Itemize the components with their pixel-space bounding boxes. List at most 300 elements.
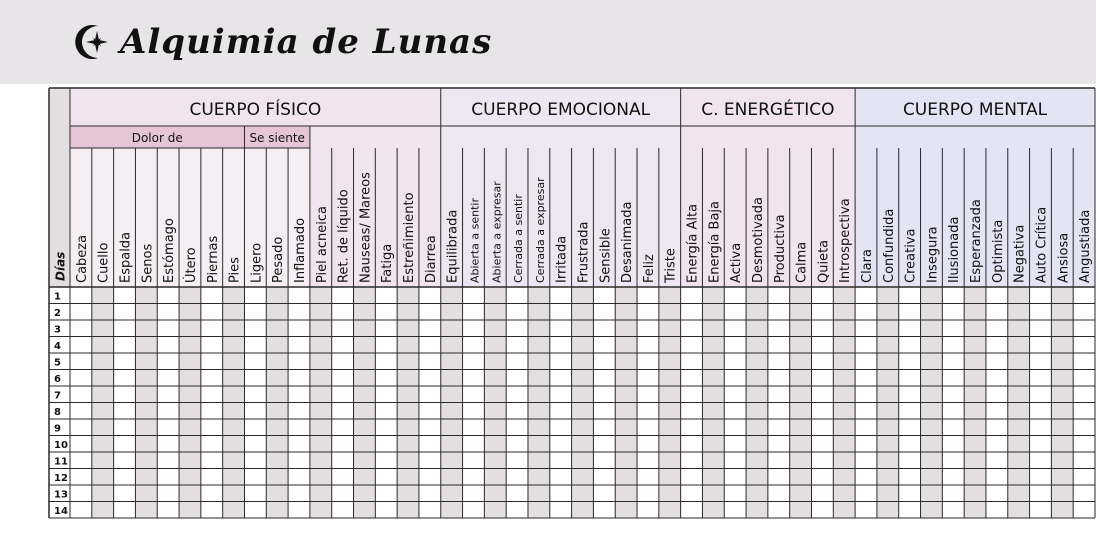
tracker-cell[interactable]	[724, 304, 746, 321]
tracker-cell[interactable]	[572, 403, 594, 420]
tracker-cell[interactable]	[746, 386, 768, 403]
tracker-cell[interactable]	[899, 287, 921, 304]
tracker-cell[interactable]	[244, 469, 266, 486]
tracker-cell[interactable]	[114, 386, 136, 403]
tracker-cell[interactable]	[375, 403, 397, 420]
tracker-cell[interactable]	[833, 452, 855, 469]
tracker-cell[interactable]	[768, 337, 790, 354]
tracker-cell[interactable]	[964, 469, 986, 486]
tracker-cell[interactable]	[702, 370, 724, 387]
tracker-cell[interactable]	[768, 502, 790, 519]
tracker-cell[interactable]	[942, 287, 964, 304]
tracker-cell[interactable]	[593, 403, 615, 420]
tracker-cell[interactable]	[790, 403, 812, 420]
tracker-cell[interactable]	[463, 337, 485, 354]
tracker-cell[interactable]	[354, 436, 376, 453]
tracker-cell[interactable]	[70, 436, 92, 453]
tracker-cell[interactable]	[855, 485, 877, 502]
tracker-cell[interactable]	[463, 320, 485, 337]
tracker-cell[interactable]	[681, 304, 703, 321]
tracker-cell[interactable]	[811, 452, 833, 469]
tracker-cell[interactable]	[506, 452, 528, 469]
tracker-cell[interactable]	[724, 403, 746, 420]
tracker-cell[interactable]	[593, 386, 615, 403]
tracker-cell[interactable]	[811, 403, 833, 420]
tracker-cell[interactable]	[375, 353, 397, 370]
tracker-cell[interactable]	[223, 403, 245, 420]
tracker-cell[interactable]	[637, 320, 659, 337]
tracker-cell[interactable]	[223, 436, 245, 453]
tracker-cell[interactable]	[855, 353, 877, 370]
tracker-cell[interactable]	[572, 485, 594, 502]
tracker-cell[interactable]	[899, 386, 921, 403]
tracker-cell[interactable]	[637, 436, 659, 453]
tracker-cell[interactable]	[332, 386, 354, 403]
tracker-cell[interactable]	[157, 386, 179, 403]
tracker-cell[interactable]	[70, 320, 92, 337]
tracker-cell[interactable]	[92, 386, 114, 403]
tracker-cell[interactable]	[375, 469, 397, 486]
tracker-cell[interactable]	[244, 452, 266, 469]
tracker-cell[interactable]	[659, 320, 681, 337]
tracker-cell[interactable]	[397, 419, 419, 436]
tracker-cell[interactable]	[266, 452, 288, 469]
tracker-cell[interactable]	[70, 287, 92, 304]
tracker-cell[interactable]	[419, 469, 441, 486]
tracker-cell[interactable]	[114, 304, 136, 321]
tracker-cell[interactable]	[768, 353, 790, 370]
tracker-cell[interactable]	[179, 320, 201, 337]
tracker-cell[interactable]	[637, 287, 659, 304]
tracker-cell[interactable]	[135, 287, 157, 304]
tracker-cell[interactable]	[681, 287, 703, 304]
tracker-cell[interactable]	[550, 452, 572, 469]
tracker-cell[interactable]	[1008, 304, 1030, 321]
tracker-cell[interactable]	[288, 452, 310, 469]
tracker-cell[interactable]	[419, 304, 441, 321]
tracker-cell[interactable]	[746, 502, 768, 519]
tracker-cell[interactable]	[724, 287, 746, 304]
tracker-cell[interactable]	[746, 419, 768, 436]
tracker-cell[interactable]	[528, 403, 550, 420]
tracker-cell[interactable]	[201, 452, 223, 469]
tracker-cell[interactable]	[1030, 320, 1052, 337]
tracker-cell[interactable]	[877, 469, 899, 486]
tracker-cell[interactable]	[702, 386, 724, 403]
tracker-cell[interactable]	[724, 502, 746, 519]
tracker-cell[interactable]	[877, 436, 899, 453]
tracker-cell[interactable]	[92, 452, 114, 469]
tracker-cell[interactable]	[244, 287, 266, 304]
tracker-cell[interactable]	[681, 469, 703, 486]
tracker-cell[interactable]	[419, 337, 441, 354]
tracker-cell[interactable]	[332, 502, 354, 519]
tracker-cell[interactable]	[1008, 452, 1030, 469]
tracker-cell[interactable]	[375, 436, 397, 453]
tracker-cell[interactable]	[1051, 469, 1073, 486]
tracker-cell[interactable]	[899, 452, 921, 469]
tracker-cell[interactable]	[375, 502, 397, 519]
tracker-cell[interactable]	[419, 403, 441, 420]
tracker-cell[interactable]	[1030, 452, 1052, 469]
tracker-cell[interactable]	[964, 386, 986, 403]
tracker-cell[interactable]	[659, 452, 681, 469]
tracker-cell[interactable]	[572, 502, 594, 519]
tracker-cell[interactable]	[572, 287, 594, 304]
tracker-cell[interactable]	[724, 353, 746, 370]
tracker-cell[interactable]	[1008, 287, 1030, 304]
tracker-cell[interactable]	[506, 419, 528, 436]
tracker-cell[interactable]	[266, 320, 288, 337]
tracker-cell[interactable]	[681, 502, 703, 519]
tracker-cell[interactable]	[310, 502, 332, 519]
tracker-cell[interactable]	[790, 502, 812, 519]
tracker-cell[interactable]	[441, 370, 463, 387]
tracker-cell[interactable]	[463, 403, 485, 420]
tracker-cell[interactable]	[964, 502, 986, 519]
tracker-cell[interactable]	[811, 304, 833, 321]
tracker-cell[interactable]	[135, 436, 157, 453]
tracker-cell[interactable]	[266, 502, 288, 519]
tracker-cell[interactable]	[790, 452, 812, 469]
tracker-cell[interactable]	[484, 386, 506, 403]
tracker-cell[interactable]	[790, 436, 812, 453]
tracker-cell[interactable]	[986, 370, 1008, 387]
tracker-cell[interactable]	[746, 353, 768, 370]
tracker-cell[interactable]	[1008, 485, 1030, 502]
tracker-cell[interactable]	[986, 287, 1008, 304]
tracker-cell[interactable]	[484, 353, 506, 370]
tracker-cell[interactable]	[790, 287, 812, 304]
tracker-cell[interactable]	[484, 337, 506, 354]
tracker-cell[interactable]	[768, 304, 790, 321]
tracker-cell[interactable]	[746, 436, 768, 453]
tracker-cell[interactable]	[375, 452, 397, 469]
tracker-cell[interactable]	[288, 304, 310, 321]
tracker-cell[interactable]	[397, 403, 419, 420]
tracker-cell[interactable]	[92, 469, 114, 486]
tracker-cell[interactable]	[899, 353, 921, 370]
tracker-cell[interactable]	[615, 386, 637, 403]
tracker-cell[interactable]	[397, 320, 419, 337]
tracker-cell[interactable]	[92, 287, 114, 304]
tracker-cell[interactable]	[550, 337, 572, 354]
tracker-cell[interactable]	[484, 370, 506, 387]
tracker-cell[interactable]	[1051, 320, 1073, 337]
tracker-cell[interactable]	[877, 485, 899, 502]
tracker-cell[interactable]	[354, 353, 376, 370]
tracker-cell[interactable]	[768, 403, 790, 420]
tracker-cell[interactable]	[986, 386, 1008, 403]
tracker-cell[interactable]	[659, 337, 681, 354]
tracker-cell[interactable]	[921, 386, 943, 403]
tracker-cell[interactable]	[572, 337, 594, 354]
tracker-cell[interactable]	[506, 485, 528, 502]
tracker-cell[interactable]	[506, 337, 528, 354]
tracker-cell[interactable]	[746, 304, 768, 321]
tracker-cell[interactable]	[1008, 353, 1030, 370]
tracker-cell[interactable]	[528, 419, 550, 436]
tracker-cell[interactable]	[157, 304, 179, 321]
tracker-cell[interactable]	[310, 386, 332, 403]
tracker-cell[interactable]	[114, 403, 136, 420]
tracker-cell[interactable]	[790, 419, 812, 436]
tracker-cell[interactable]	[506, 502, 528, 519]
tracker-cell[interactable]	[506, 403, 528, 420]
tracker-cell[interactable]	[92, 436, 114, 453]
tracker-cell[interactable]	[354, 287, 376, 304]
tracker-cell[interactable]	[1008, 337, 1030, 354]
tracker-cell[interactable]	[463, 502, 485, 519]
tracker-cell[interactable]	[615, 403, 637, 420]
tracker-cell[interactable]	[572, 469, 594, 486]
tracker-cell[interactable]	[288, 403, 310, 420]
tracker-cell[interactable]	[833, 485, 855, 502]
tracker-cell[interactable]	[550, 370, 572, 387]
tracker-cell[interactable]	[310, 337, 332, 354]
tracker-cell[interactable]	[702, 353, 724, 370]
tracker-cell[interactable]	[768, 469, 790, 486]
tracker-cell[interactable]	[506, 386, 528, 403]
tracker-cell[interactable]	[724, 337, 746, 354]
tracker-cell[interactable]	[877, 502, 899, 519]
tracker-cell[interactable]	[833, 304, 855, 321]
tracker-cell[interactable]	[921, 502, 943, 519]
tracker-cell[interactable]	[484, 452, 506, 469]
tracker-cell[interactable]	[441, 287, 463, 304]
tracker-cell[interactable]	[572, 436, 594, 453]
tracker-cell[interactable]	[354, 452, 376, 469]
tracker-cell[interactable]	[593, 436, 615, 453]
tracker-cell[interactable]	[70, 337, 92, 354]
tracker-cell[interactable]	[114, 337, 136, 354]
tracker-cell[interactable]	[484, 419, 506, 436]
tracker-cell[interactable]	[899, 304, 921, 321]
tracker-cell[interactable]	[528, 436, 550, 453]
tracker-cell[interactable]	[179, 502, 201, 519]
tracker-cell[interactable]	[1008, 403, 1030, 420]
tracker-cell[interactable]	[135, 452, 157, 469]
tracker-cell[interactable]	[811, 320, 833, 337]
tracker-cell[interactable]	[419, 452, 441, 469]
tracker-cell[interactable]	[201, 469, 223, 486]
tracker-cell[interactable]	[921, 353, 943, 370]
tracker-cell[interactable]	[506, 469, 528, 486]
tracker-cell[interactable]	[615, 469, 637, 486]
tracker-cell[interactable]	[964, 403, 986, 420]
tracker-cell[interactable]	[593, 502, 615, 519]
tracker-cell[interactable]	[463, 436, 485, 453]
tracker-cell[interactable]	[790, 485, 812, 502]
tracker-cell[interactable]	[1051, 287, 1073, 304]
tracker-cell[interactable]	[397, 337, 419, 354]
tracker-cell[interactable]	[201, 320, 223, 337]
tracker-cell[interactable]	[811, 469, 833, 486]
tracker-cell[interactable]	[157, 436, 179, 453]
tracker-cell[interactable]	[681, 419, 703, 436]
tracker-cell[interactable]	[1008, 436, 1030, 453]
tracker-cell[interactable]	[135, 370, 157, 387]
tracker-cell[interactable]	[135, 502, 157, 519]
tracker-cell[interactable]	[332, 370, 354, 387]
tracker-cell[interactable]	[702, 403, 724, 420]
tracker-cell[interactable]	[463, 469, 485, 486]
tracker-cell[interactable]	[397, 452, 419, 469]
tracker-cell[interactable]	[266, 485, 288, 502]
tracker-cell[interactable]	[724, 419, 746, 436]
tracker-cell[interactable]	[637, 337, 659, 354]
tracker-cell[interactable]	[811, 502, 833, 519]
tracker-cell[interactable]	[877, 304, 899, 321]
tracker-cell[interactable]	[899, 419, 921, 436]
tracker-cell[interactable]	[681, 370, 703, 387]
tracker-cell[interactable]	[877, 386, 899, 403]
tracker-cell[interactable]	[397, 370, 419, 387]
tracker-cell[interactable]	[637, 469, 659, 486]
tracker-cell[interactable]	[942, 353, 964, 370]
tracker-cell[interactable]	[484, 436, 506, 453]
tracker-cell[interactable]	[463, 304, 485, 321]
tracker-cell[interactable]	[811, 353, 833, 370]
tracker-cell[interactable]	[70, 452, 92, 469]
tracker-cell[interactable]	[419, 502, 441, 519]
tracker-cell[interactable]	[899, 485, 921, 502]
tracker-cell[interactable]	[70, 403, 92, 420]
tracker-cell[interactable]	[899, 337, 921, 354]
tracker-cell[interactable]	[397, 502, 419, 519]
tracker-cell[interactable]	[637, 502, 659, 519]
tracker-cell[interactable]	[790, 469, 812, 486]
tracker-cell[interactable]	[484, 469, 506, 486]
tracker-cell[interactable]	[157, 403, 179, 420]
tracker-cell[interactable]	[1008, 320, 1030, 337]
tracker-cell[interactable]	[266, 403, 288, 420]
tracker-cell[interactable]	[223, 386, 245, 403]
tracker-cell[interactable]	[942, 469, 964, 486]
tracker-cell[interactable]	[1051, 502, 1073, 519]
tracker-cell[interactable]	[332, 403, 354, 420]
tracker-cell[interactable]	[201, 485, 223, 502]
tracker-cell[interactable]	[92, 320, 114, 337]
tracker-cell[interactable]	[615, 320, 637, 337]
tracker-cell[interactable]	[811, 370, 833, 387]
tracker-cell[interactable]	[659, 353, 681, 370]
tracker-cell[interactable]	[179, 403, 201, 420]
tracker-cell[interactable]	[1051, 436, 1073, 453]
tracker-cell[interactable]	[288, 370, 310, 387]
tracker-cell[interactable]	[942, 502, 964, 519]
tracker-cell[interactable]	[179, 353, 201, 370]
tracker-cell[interactable]	[833, 469, 855, 486]
tracker-cell[interactable]	[550, 502, 572, 519]
tracker-cell[interactable]	[441, 502, 463, 519]
tracker-cell[interactable]	[179, 452, 201, 469]
tracker-cell[interactable]	[375, 304, 397, 321]
tracker-cell[interactable]	[506, 287, 528, 304]
tracker-cell[interactable]	[135, 386, 157, 403]
tracker-cell[interactable]	[506, 353, 528, 370]
tracker-cell[interactable]	[528, 370, 550, 387]
tracker-cell[interactable]	[615, 436, 637, 453]
tracker-cell[interactable]	[659, 287, 681, 304]
tracker-cell[interactable]	[746, 370, 768, 387]
tracker-cell[interactable]	[1073, 452, 1095, 469]
tracker-cell[interactable]	[702, 287, 724, 304]
tracker-cell[interactable]	[724, 452, 746, 469]
tracker-cell[interactable]	[310, 469, 332, 486]
tracker-cell[interactable]	[768, 370, 790, 387]
tracker-cell[interactable]	[397, 353, 419, 370]
tracker-cell[interactable]	[179, 469, 201, 486]
tracker-cell[interactable]	[201, 353, 223, 370]
tracker-cell[interactable]	[790, 353, 812, 370]
tracker-cell[interactable]	[506, 320, 528, 337]
tracker-cell[interactable]	[986, 436, 1008, 453]
tracker-cell[interactable]	[746, 287, 768, 304]
tracker-cell[interactable]	[441, 386, 463, 403]
tracker-cell[interactable]	[201, 419, 223, 436]
tracker-cell[interactable]	[244, 502, 266, 519]
tracker-cell[interactable]	[397, 304, 419, 321]
tracker-cell[interactable]	[659, 304, 681, 321]
tracker-cell[interactable]	[463, 353, 485, 370]
tracker-cell[interactable]	[637, 452, 659, 469]
tracker-cell[interactable]	[506, 436, 528, 453]
tracker-cell[interactable]	[724, 370, 746, 387]
tracker-cell[interactable]	[354, 370, 376, 387]
tracker-cell[interactable]	[354, 386, 376, 403]
tracker-cell[interactable]	[92, 370, 114, 387]
tracker-cell[interactable]	[375, 320, 397, 337]
tracker-cell[interactable]	[354, 419, 376, 436]
tracker-cell[interactable]	[1030, 353, 1052, 370]
tracker-cell[interactable]	[288, 502, 310, 519]
tracker-cell[interactable]	[702, 452, 724, 469]
tracker-cell[interactable]	[964, 353, 986, 370]
tracker-cell[interactable]	[114, 436, 136, 453]
tracker-cell[interactable]	[637, 386, 659, 403]
tracker-cell[interactable]	[528, 469, 550, 486]
tracker-cell[interactable]	[550, 403, 572, 420]
tracker-cell[interactable]	[354, 485, 376, 502]
tracker-cell[interactable]	[288, 485, 310, 502]
tracker-cell[interactable]	[157, 287, 179, 304]
tracker-cell[interactable]	[463, 452, 485, 469]
tracker-cell[interactable]	[244, 353, 266, 370]
tracker-cell[interactable]	[179, 304, 201, 321]
tracker-cell[interactable]	[615, 419, 637, 436]
tracker-cell[interactable]	[223, 337, 245, 354]
tracker-cell[interactable]	[288, 287, 310, 304]
tracker-cell[interactable]	[201, 287, 223, 304]
tracker-cell[interactable]	[855, 370, 877, 387]
tracker-cell[interactable]	[593, 370, 615, 387]
tracker-cell[interactable]	[1073, 320, 1095, 337]
tracker-cell[interactable]	[877, 353, 899, 370]
tracker-cell[interactable]	[550, 353, 572, 370]
tracker-cell[interactable]	[702, 502, 724, 519]
tracker-cell[interactable]	[1030, 337, 1052, 354]
tracker-cell[interactable]	[768, 386, 790, 403]
tracker-cell[interactable]	[921, 419, 943, 436]
tracker-cell[interactable]	[157, 337, 179, 354]
tracker-cell[interactable]	[833, 436, 855, 453]
tracker-cell[interactable]	[681, 452, 703, 469]
tracker-cell[interactable]	[964, 485, 986, 502]
tracker-cell[interactable]	[201, 502, 223, 519]
tracker-cell[interactable]	[768, 320, 790, 337]
tracker-cell[interactable]	[768, 485, 790, 502]
